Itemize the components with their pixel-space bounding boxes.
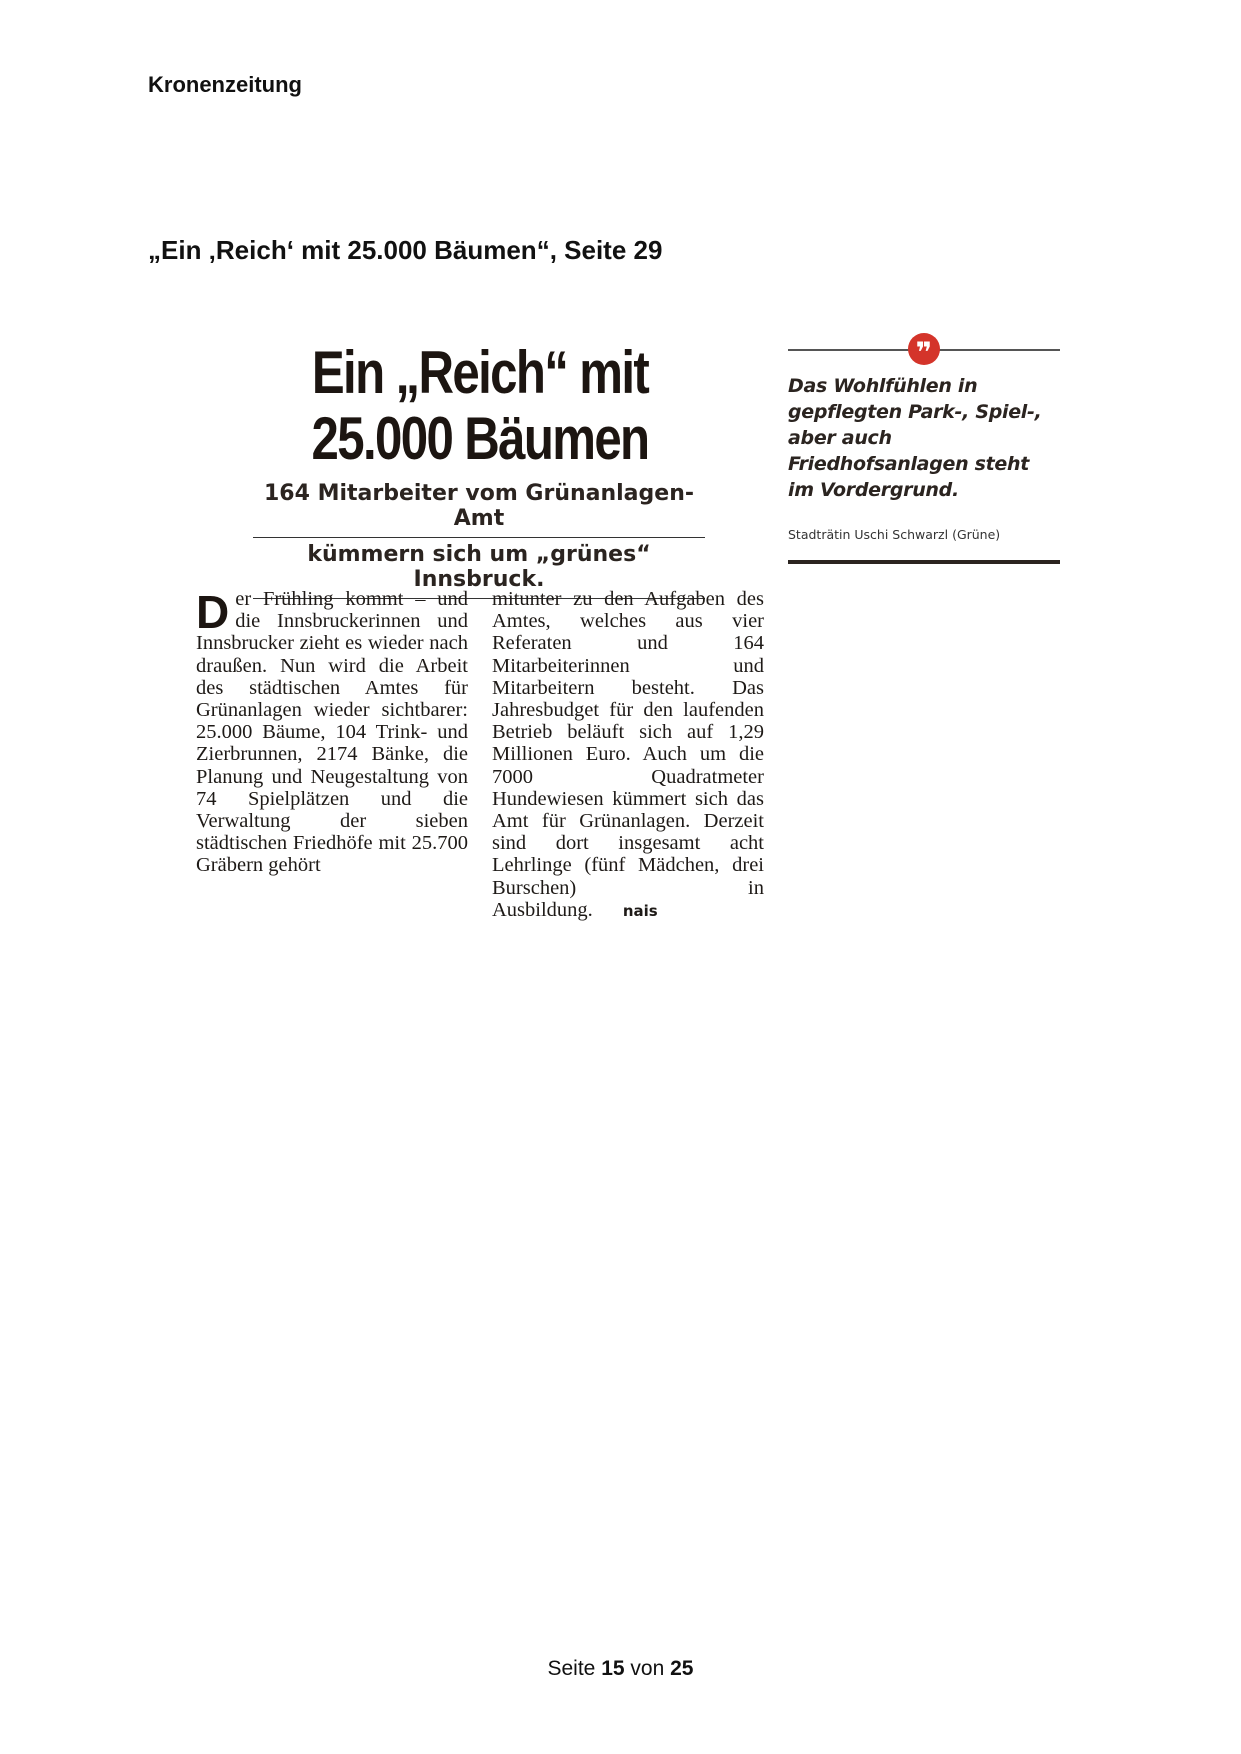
page-footer <box>0 1657 1241 1681</box>
headline-line-2: 25.000 Bäumen <box>311 405 649 472</box>
quote-bottom-rule <box>788 560 1060 564</box>
headline-line-1: Ein „Reich“ mit <box>311 339 649 406</box>
column-1-text: er Frühling kommt – und die Innsbruckerinnen und Innsbrucker zieht es wieder nach draußen. Nun wird die Arbeit des städtischen Amtes für Grünanlagen wieder sichtbarer: 25.000 Bäume, 104 Trink- und Zierbrunnen, 2174 Bänke, die Planung und Neugestaltung von 74 Spielplätzen und die Verwaltung der sieben städtischen Friedhöfe mit 25.700 Gräbern gehört <box>196 588 468 877</box>
footer-prefix: Seite <box>547 1657 596 1680</box>
quote-author: Stadträtin Uschi Schwarzl (Grüne) <box>788 527 1001 542</box>
subhead-line-1: 164 Mitarbeiter vom Grünanlagen-Amt <box>253 477 705 538</box>
article-column-2 <box>492 588 764 922</box>
footer-middle: von <box>630 1657 665 1680</box>
article-column-1 <box>196 588 468 922</box>
source-name: Kronenzeitung <box>148 72 302 97</box>
dropcap: D <box>196 586 230 638</box>
quote-top-rule <box>788 333 1060 367</box>
subhead-line-2: kümmern sich um „grünes“ Innsbruck. <box>253 538 705 599</box>
headline <box>308 340 652 472</box>
footer-page-total: 25 <box>670 1657 694 1680</box>
subheadline <box>253 477 705 599</box>
pull-quote <box>788 333 1060 564</box>
column-2-text: mitunter zu den Aufgaben des Amtes, welches aus vier Referaten und 164 Mitarbeiterinnen und Mitarbeitern besteht. Das Jahresbudget für den laufenden Betrieb beläuft sich auf 1,29 Millionen Euro. Auch um die 7000 Quadratmeter Hundewiesen kümmert sich das Amt für Grünanlagen. Derzeit sind dort insgesamt acht Lehrlinge (fünf Mädchen, drei Burschen) in Ausbildung. <box>492 588 764 921</box>
footer-page-number: 15 <box>601 1657 625 1680</box>
author-byline: nais <box>622 901 658 920</box>
quote-text: Das Wohlfühlen in gepflegten Park-, Spiel-, aber auch Friedhofsanlagen steht im Vordergrund. <box>788 375 1042 501</box>
article-body <box>196 588 764 922</box>
article-citation: „Ein ‚Reich‘ mit 25.000 Bäumen“, Seite 29 <box>148 235 663 265</box>
quote-icon: ❞ <box>908 333 940 365</box>
